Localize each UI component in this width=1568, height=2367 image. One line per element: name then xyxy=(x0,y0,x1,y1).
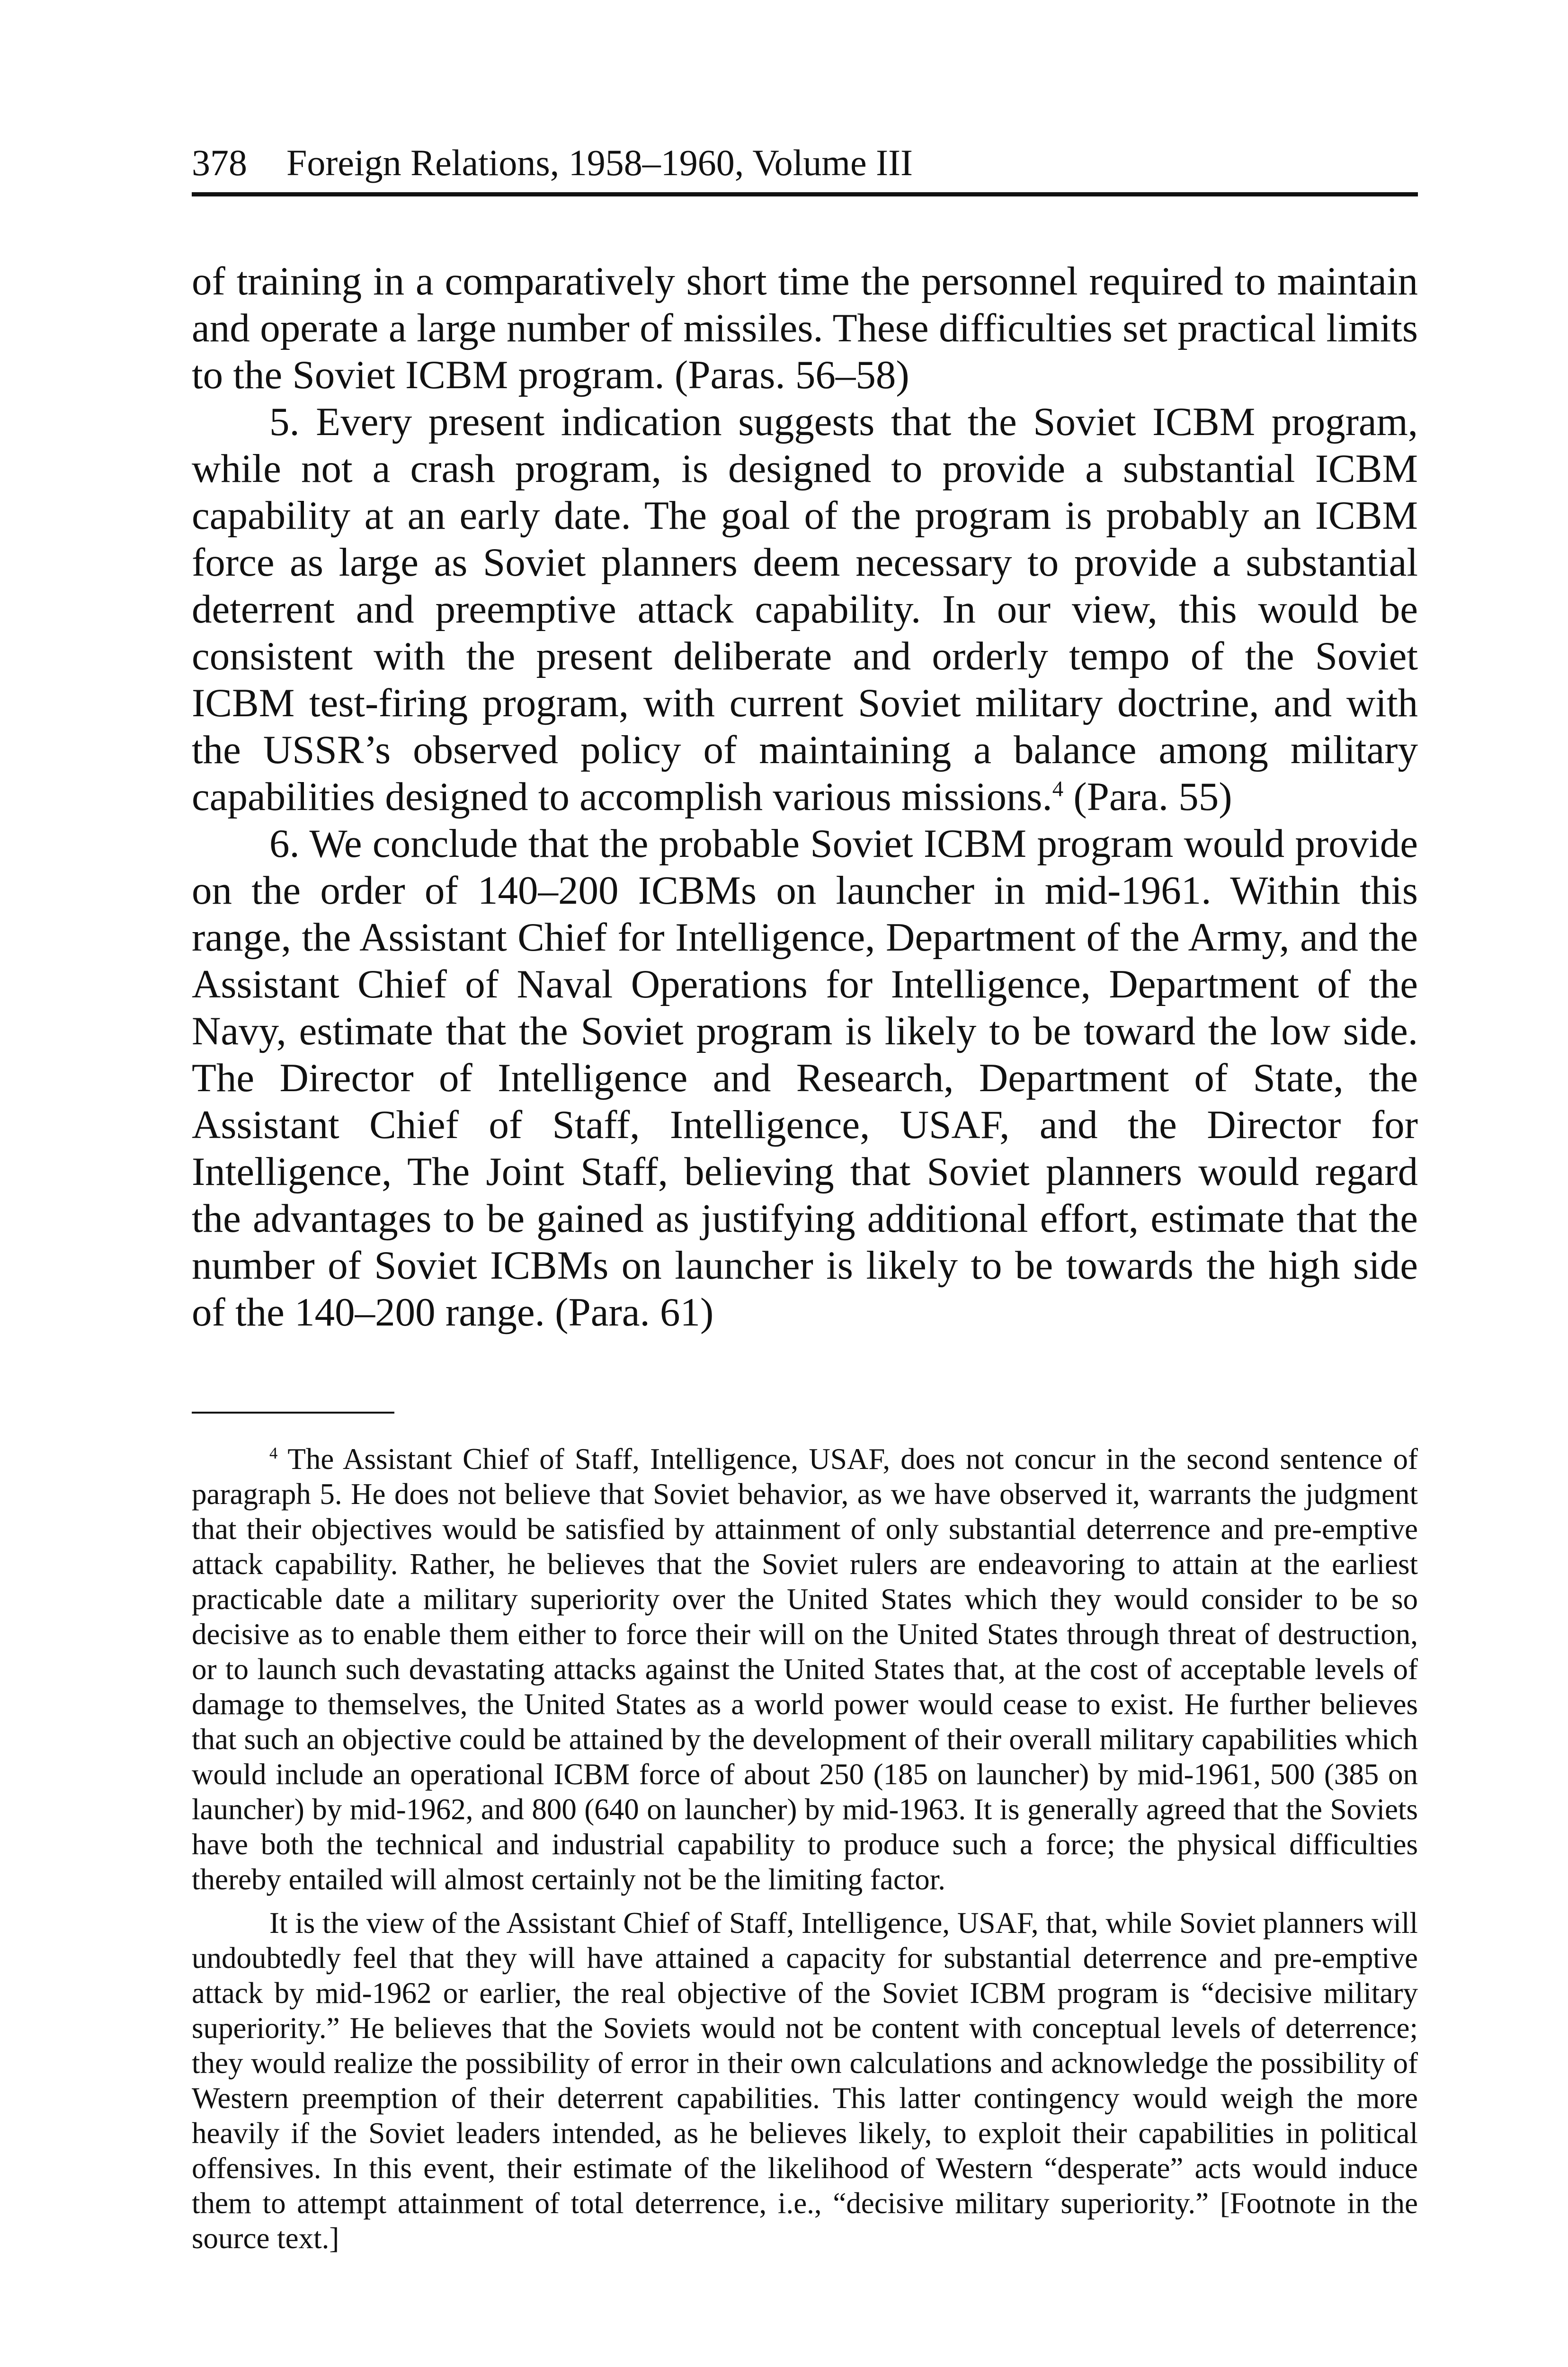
paragraph-text: (Para. 55) xyxy=(1063,774,1232,819)
footnote-text: The Assistant Chief of Staff, Intelligence, USAF, does not concur in the second sentence of paragraph 5. He does not believe that Soviet behavior, as we have observed it, warrants the judgment that their objectives would be satisfied by attainment of only substantial deterrence and pre-emptive attack capability. Rather, he believes that the Soviet rulers are endeavoring to attain at the earliest practicable date a military superiority over the United States which they would consider to be so decisive as to enable them either to force their will on the United States through threat of destruction, or to launch such devastating attacks against the United States that, at the cost of acceptable levels of damage to themselves, the United States as a world power would cease to exist. He further believes that such an objective could be attained by the development of their overall military capabilities which would include an operational ICBM force of about 250 (185 on launcher) by mid-1961, 500 (385 on launcher) by mid-1962, and 800 (640 on launcher) by mid-1963. It is generally agreed that the Soviets have both the technical and industrial capability to produce such a force; the physical difficulties thereby entailed will almost certainly not be the limiting factor. xyxy=(192,1442,1418,1896)
paragraph-text: of training in a comparatively short time the personnel required to maintain and operate a large number of missiles. These difficulties set practical limits to the Soviet ICBM program. (Paras. 56–58) xyxy=(192,259,1418,397)
footnote-reference-4: 4 xyxy=(1052,776,1064,801)
paragraph-text: 6. We conclude that the probable Soviet ICBM program would provide on the order of 140–200 ICBMs on launcher in mid-1961. Within this range, the Assistant Chief for Intelligence, Department of the Army, and the Assistant Chief of Naval Operations for Intelligence, Department of the Navy, estimate that the Soviet program is likely to be toward the low side. The Director of Intelligence and Research, Department of State, the Assistant Chief of Staff, Intelligence, USAF, and the Director for Intelligence, The Joint Staff, believing that Soviet planners would regard the advantages to be gained as justifying additional effort, estimate that the number of Soviet ICBMs on launcher is likely to be towards the high side of the 140–200 range. (Para. 61) xyxy=(192,821,1418,1335)
footnote-marker: 4 xyxy=(269,1444,278,1462)
page-header xyxy=(192,140,1418,196)
paragraph-continuation xyxy=(192,258,1418,399)
paragraph-5 xyxy=(192,399,1418,820)
footnotes xyxy=(192,1442,1418,2256)
footnote-text: It is the view of the Assistant Chief of Staff, Intelligence, USAF, that, while Soviet planners will undoubtedly feel that they will have attained a capacity for substantial deterrence and pre-emptive attack by mid-1962 or earlier, the real objective of the Soviet ICBM program is “decisive military superiority.” He believes that the Soviets would not be content with conceptual levels of deterrence; they would realize the possibility of error in their own calculations and acknowledge the possibility of Western preemption of their deterrent capabilities. This latter contingency would weigh the more heavily if the Soviet leaders intended, as he believes likely, to exploit their capabilities in political offensives. In this event, their estimate of the likelihood of Western “desperate” acts would induce them to attempt attainment of total deterrence, i.e., “decisive military superiority.” [Footnote in the source text.] xyxy=(192,1906,1418,2255)
running-title: Foreign Relations, 1958–1960, Volume III xyxy=(286,142,913,183)
footnote-4 xyxy=(192,1442,1418,1897)
page-number: 378 xyxy=(192,142,247,183)
footnote-divider xyxy=(192,1412,394,1414)
footnote-4-continued xyxy=(192,1905,1418,2256)
paragraph-6 xyxy=(192,820,1418,1336)
body-text xyxy=(192,258,1418,1336)
paragraph-text: 5. Every present indication suggests that the Soviet ICBM program, while not a crash program, is designed to provide a substantial ICBM capability at an early date. The goal of the program is probably an ICBM force as large as Soviet planners deem necessary to provide a substantial deterrent and preemptive attack capability. In our view, this would be consistent with the present deliberate and orderly tempo of the Soviet ICBM test-firing program, with current Soviet military doctrine, and with the USSR’s observed policy of maintaining a balance among military capabilities designed to accomplish various missions. xyxy=(192,400,1418,819)
